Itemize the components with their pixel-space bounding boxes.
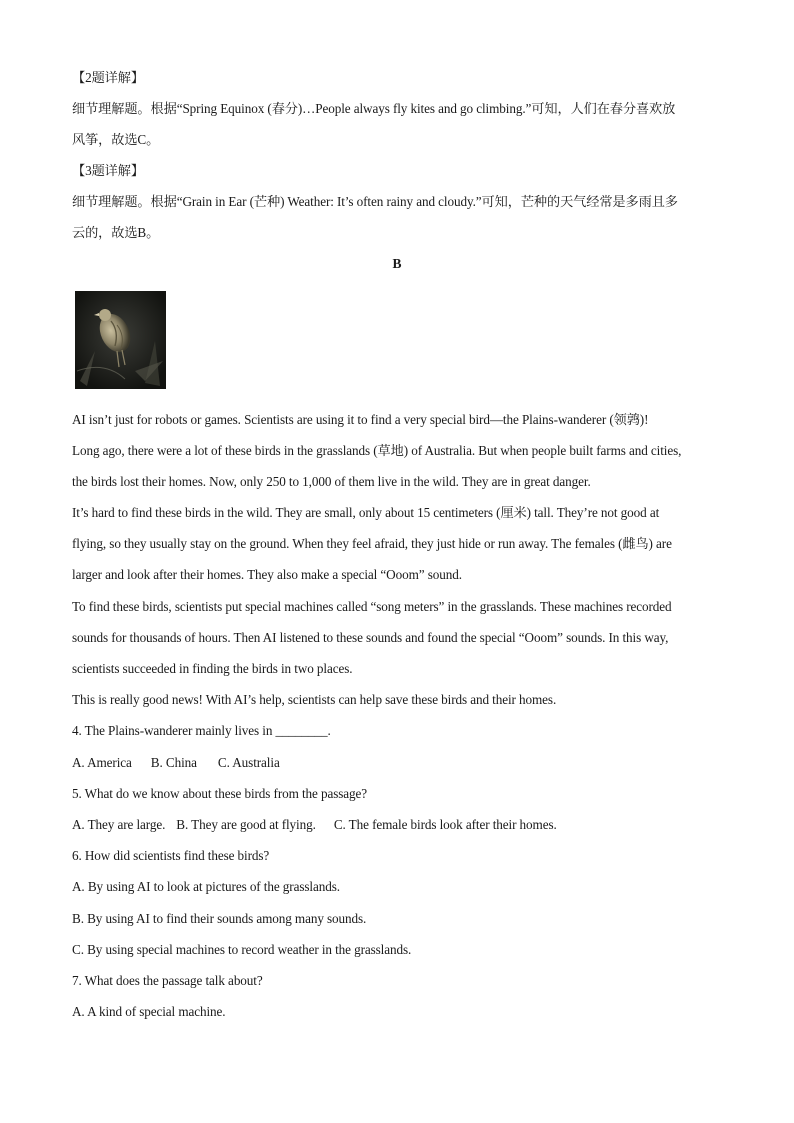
passage-line: This is really good news! With AI’s help, scientists can help save these birds and their homes. (72, 692, 557, 707)
option-c: C. The female birds look after their homes. (333, 817, 557, 832)
passage-line: flying, so they usually stay on the ground. When they feel afraid, they just hide or run away. The females (雌鸟) are (72, 536, 672, 551)
question-6-stem: 6. How did scientists find these birds? (72, 848, 270, 863)
q2-explanation-line: 风筝，故选C。 (72, 132, 160, 147)
option-a: A. America (72, 755, 132, 770)
q3-explanation-line: 云的，故选B。 (72, 225, 160, 240)
question-4-stem: 4. The Plains-wanderer mainly lives in ________. (72, 723, 331, 738)
passage-line: the birds lost their homes. Now, only 250 to 1,000 of them live in the wild. They are in great danger. (72, 474, 591, 489)
section-label: B (392, 256, 402, 271)
q3-explanation-line: 细节理解题。根据“Grain in Ear (芒种) Weather: It’s often rainy and cloudy.”可知，芒种的天气经常是多雨且多 (72, 194, 678, 209)
option-b: B. China (150, 755, 197, 770)
question-6-option-b: B. By using AI to find their sounds among many sounds. (72, 911, 367, 926)
q3-explanation-header: 【3题详解】 (72, 163, 144, 178)
bird-photo (75, 291, 166, 389)
option-b: B. They are good at flying. (176, 817, 316, 832)
passage-line: Long ago, there were a lot of these birds in the grasslands (草地) of Australia. But when people built farms and cities, (72, 443, 682, 458)
question-5-options (72, 816, 557, 834)
passage-line: It’s hard to find these birds in the wild. They are small, only about 15 centimeters (厘米) tall. They’re not good at (72, 505, 660, 520)
question-4-options (72, 754, 280, 772)
question-7-option-a: A. A kind of special machine. (72, 1004, 226, 1019)
question-7-stem: 7. What does the passage talk about? (72, 973, 263, 988)
option-a: A. They are large. (72, 817, 166, 832)
passage-line: To find these birds, scientists put special machines called “song meters” in the grasslands. These machines recorded (72, 599, 672, 614)
question-6-option-c: C. By using special machines to record weather in the grasslands. (72, 942, 412, 957)
passage-line: scientists succeeded in finding the birds in two places. (72, 661, 353, 676)
passage-line: sounds for thousands of hours. Then AI listened to these sounds and found the special “Ooom” sounds. In this way, (72, 630, 669, 645)
q2-explanation-header: 【2题详解】 (72, 70, 144, 85)
q2-explanation-line: 细节理解题。根据“Spring Equinox (春分)…People always fly kites and go climbing.”可知，人们在春分喜欢放 (72, 101, 676, 116)
option-c: C. Australia (217, 755, 280, 770)
question-5-stem: 5. What do we know about these birds from the passage? (72, 786, 368, 801)
passage-line: larger and look after their homes. They also make a special “Ooom” sound. (72, 567, 462, 582)
question-6-option-a: A. By using AI to look at pictures of the grasslands. (72, 879, 340, 894)
passage-line: AI isn’t just for robots or games. Scientists are using it to find a very special bird—the Plains-wanderer (领鹑)! (72, 412, 649, 427)
